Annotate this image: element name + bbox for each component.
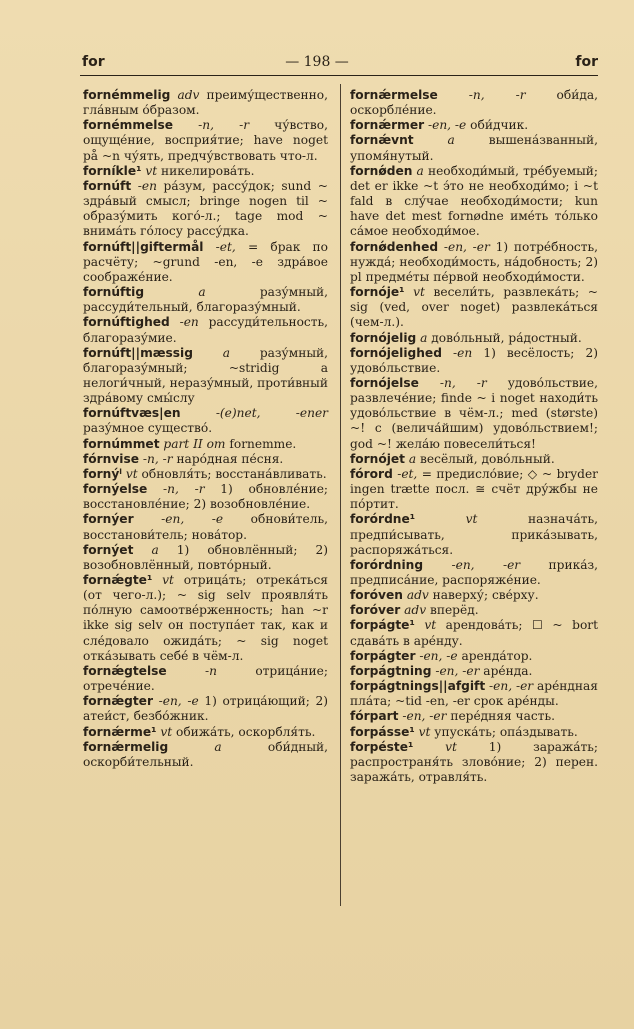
left-column bbox=[83, 88, 328, 770]
entry-definition: наверху́; све́рху. bbox=[432, 588, 539, 603]
entry-headword: fornójet bbox=[350, 451, 406, 466]
entry-headword: fornǽrme¹ bbox=[83, 724, 157, 739]
entry-definition: прика́з, предписа́ние, распоряже́ние. bbox=[350, 557, 598, 587]
entry-definition: преиму́щественно, гла́вным о́бразом. bbox=[83, 88, 329, 118]
dictionary-entry bbox=[83, 452, 328, 467]
dictionary-entry bbox=[83, 694, 328, 724]
dictionary-entry bbox=[350, 118, 598, 133]
entry-grammar: a bbox=[151, 542, 159, 557]
dictionary-entry bbox=[350, 725, 598, 740]
entry-definition: 1) отрица́ющий; 2) атеи́ст, безбо́жник. bbox=[83, 694, 329, 724]
entry-definition: брак по расчёту; ~grund -en, -e здра́вое соображе́ние. bbox=[83, 239, 329, 284]
entry-grammar: -(e)net, -ener bbox=[215, 406, 328, 421]
entry-definition: аре́ндная пла́та; ~tid -en, -er срок аре́нды. bbox=[350, 679, 598, 709]
dictionary-entry bbox=[350, 467, 598, 512]
entry-headword: forpágtning bbox=[350, 663, 432, 678]
entry-headword: fornójelighed bbox=[350, 345, 442, 360]
entry-headword: fornǽrmer bbox=[350, 118, 425, 133]
entry-definition: 1) обновлённый; 2) возобновлённый, повто́рный. bbox=[83, 542, 329, 572]
entry-headword: fornóje¹ bbox=[350, 285, 405, 300]
entry-grammar: -n, -r bbox=[163, 482, 205, 497]
dictionary-entry bbox=[350, 740, 598, 785]
entry-headword: forpéste¹ bbox=[350, 739, 414, 754]
dictionary-entry bbox=[350, 164, 598, 240]
entry-grammar: vt bbox=[125, 466, 138, 481]
entry-definition: отрица́ть; отрека́ться (от чего-л.); ~ sig selv проявля́ть по́лную самоотве́рженность; han ~r ikke sig selv он поступа́ет так, как и сле́довало ожида́ть; ~ sig noget отка́зывать себе́ в чём-л. bbox=[83, 573, 328, 663]
column-divider bbox=[340, 84, 341, 906]
entry-grammar: -en, -er bbox=[435, 663, 480, 678]
dictionary-entry bbox=[350, 331, 598, 346]
dictionary-entry bbox=[83, 482, 328, 512]
dictionary-entry bbox=[350, 285, 598, 330]
entry-definition: 1) весёлость; 2) удово́льствие. bbox=[350, 345, 599, 375]
entry-headword: fornýer bbox=[83, 512, 134, 527]
entry-grammar: a bbox=[420, 330, 428, 345]
entry-headword: forórdning bbox=[350, 557, 424, 572]
entry-headword: fornémmelse bbox=[83, 118, 173, 133]
entry-grammar: adv bbox=[404, 603, 427, 618]
entry-headword: fornǽgtelse bbox=[83, 663, 167, 678]
entry-grammar: -et, = bbox=[215, 239, 259, 254]
entry-headword: fornójelse bbox=[350, 375, 419, 390]
entry-definition: отрица́ние; отрече́ние. bbox=[83, 663, 328, 694]
entry-grammar: -en bbox=[453, 345, 473, 360]
dictionary-entry bbox=[83, 467, 328, 482]
entry-grammar: a bbox=[222, 345, 231, 360]
entry-headword: fornǿden bbox=[350, 163, 413, 178]
entry-definition: упуска́ть; опа́здывать. bbox=[434, 724, 578, 739]
dictionary-entry bbox=[83, 664, 328, 694]
entry-headword: fornúftvæs|en bbox=[83, 406, 181, 421]
dictionary-entry bbox=[350, 603, 598, 618]
entry-definition: весёлый, дово́льный. bbox=[420, 451, 555, 466]
entry-headword: fornúftig bbox=[83, 285, 145, 300]
entry-grammar: a bbox=[198, 285, 206, 300]
entry-headword: fornǽrmelse bbox=[350, 88, 438, 102]
entry-headword: fornójelig bbox=[350, 330, 417, 345]
entry-headword: forníkle¹ bbox=[83, 163, 142, 178]
entry-headword: fornúft||mæssig bbox=[83, 345, 193, 360]
dictionary-entry bbox=[350, 709, 598, 724]
entry-grammar: -n, -r bbox=[439, 375, 487, 390]
entry-headword: fornǽgter bbox=[83, 694, 153, 709]
dictionary-entry bbox=[350, 649, 598, 664]
entry-grammar: vt bbox=[465, 512, 478, 527]
entry-definition: арендова́ть; ☐ ~ bort сдава́ть в аре́нду. bbox=[350, 618, 599, 648]
entry-grammar: vt bbox=[424, 618, 437, 633]
dictionary-entry bbox=[350, 679, 598, 709]
dictionary-entry bbox=[350, 664, 598, 679]
dictionary-entry bbox=[350, 240, 598, 285]
entry-definition: удово́льствие, развлече́ние; finde ~ i noget находи́ть удово́льствие в чём-л.; med (største) ~! с (велича́йшим) удово́льствием!; god ~! жела́ю повесели́ться! bbox=[350, 375, 598, 451]
dictionary-entry bbox=[350, 588, 598, 603]
dictionary-entry bbox=[83, 118, 328, 163]
dictionary-entry bbox=[83, 164, 328, 179]
entry-definition: разу́мный, рассуди́тельный, благоразу́мный. bbox=[83, 285, 329, 315]
entry-definition: оби́да, оскорбле́ние. bbox=[350, 88, 598, 118]
entry-headword: foróven bbox=[350, 588, 403, 603]
entry-definition: оби́дчик. bbox=[470, 118, 529, 133]
entry-grammar: vt bbox=[160, 724, 173, 739]
entry-grammar: vt bbox=[413, 285, 425, 300]
entry-grammar: -en, -er bbox=[451, 557, 521, 572]
entry-grammar: adv bbox=[406, 588, 429, 603]
entry-definition: пере́дняя часть. bbox=[450, 709, 555, 724]
entry-headword: fórord bbox=[350, 466, 393, 481]
entry-headword: fornǽrmelig bbox=[83, 739, 169, 754]
entry-headword: fornúmmet bbox=[83, 436, 160, 451]
dictionary-entry bbox=[83, 315, 328, 345]
dictionary-entry bbox=[83, 88, 328, 118]
entry-definition: рассуди́тельность, благоразу́мие. bbox=[83, 315, 329, 345]
entry-grammar: -en, -e bbox=[158, 694, 199, 709]
entry-headword: fornúft bbox=[83, 178, 132, 193]
entry-headword: forpágtnings||afgift bbox=[350, 679, 486, 694]
entry-grammar: -en, -er bbox=[489, 679, 534, 694]
dictionary-entry bbox=[350, 512, 598, 557]
entry-grammar: a bbox=[416, 163, 424, 178]
entry-grammar: a bbox=[447, 133, 455, 148]
entry-definition: необходи́мый, тре́буемый; det er ikke ~t э́то не необходи́мо; i ~t fald в слу́чае необходи́мости; kun have det mest fornødne име́ть то́лько са́мое необходи́мое. bbox=[350, 163, 599, 239]
dictionary-entry bbox=[83, 240, 328, 285]
entry-headword: forórdne¹ bbox=[350, 512, 416, 527]
dictionary-entry bbox=[83, 543, 328, 573]
entry-definition: оби́дный, оскорби́тельный. bbox=[83, 739, 329, 769]
entry-headword: forpágter bbox=[350, 648, 416, 663]
entry-grammar: -n, -r bbox=[142, 451, 173, 466]
dictionary-entry bbox=[350, 376, 598, 452]
entry-definition: аренда́тор. bbox=[461, 648, 533, 663]
entry-definition: весели́ть, развлека́ть; ~ sig (ved, over noget) развлека́ться (чем-л.). bbox=[350, 285, 599, 330]
entry-grammar: -en bbox=[179, 315, 199, 330]
entry-definition: назнача́ть, предпи́сывать, прика́зывать, распоряжа́ться. bbox=[350, 512, 599, 557]
entry-definition: обнови́тель, восстанови́тель; нова́тор. bbox=[83, 512, 328, 542]
dictionary-entry bbox=[350, 558, 598, 588]
entry-definition: вперёд. bbox=[429, 603, 479, 618]
entry-headword: fornýet bbox=[83, 542, 134, 557]
dictionary-entry bbox=[83, 437, 328, 452]
entry-grammar: -en, -er bbox=[443, 239, 490, 254]
entry-headword: fórnvise bbox=[83, 451, 140, 466]
entry-definition: дово́льный, ра́достный. bbox=[431, 330, 582, 345]
entry-definition: вышена́званный, упомя́нутый. bbox=[350, 133, 598, 163]
entry-definition: ра́зум, рассу́док; sund ~ здра́вый смысл; bringe nogen til ~ образу́мить кого́-л.; tage mod ~ внима́ть го́лосу рассу́дка. bbox=[83, 178, 328, 239]
entry-grammar: -n, -r bbox=[468, 88, 526, 102]
dictionary-entry bbox=[83, 740, 328, 770]
entry-definition: обновля́ть; восстана́вливать. bbox=[141, 466, 327, 481]
entry-definition: аре́нда. bbox=[483, 663, 533, 678]
dictionary-entry bbox=[350, 452, 598, 467]
entry-headword: fornǽvnt bbox=[350, 133, 414, 148]
entry-headword: forpágte¹ bbox=[350, 618, 415, 633]
header-left-guide-word: for bbox=[82, 54, 105, 70]
header-rule bbox=[80, 75, 598, 76]
entry-headword: fornémmelig bbox=[83, 88, 171, 102]
entry-headword: fornýelse bbox=[83, 482, 148, 497]
entry-grammar: vt bbox=[445, 739, 457, 754]
page-number: — 198 — bbox=[285, 54, 349, 70]
entry-headword: fornúft||giftermål bbox=[83, 239, 204, 254]
entry-definition: fornemme. bbox=[229, 436, 297, 451]
entry-grammar: -en, -e bbox=[419, 648, 458, 663]
entry-grammar: adv bbox=[177, 88, 200, 102]
entry-grammar: vt bbox=[162, 573, 174, 587]
dictionary-entry bbox=[83, 406, 328, 436]
entry-definition: предисло́вие; ◇ ~ bryder ingen trætte посл. ≅ счёт дру́жбы не по́ртит. bbox=[350, 466, 598, 512]
entry-grammar: -en, -e bbox=[161, 512, 224, 527]
entry-grammar: a bbox=[408, 451, 417, 466]
entry-definition: 1) обновле́ние; восстановле́ние; 2) возобновле́ние. bbox=[83, 482, 329, 512]
entry-grammar: -n, -r bbox=[198, 118, 250, 133]
dictionary-entry bbox=[350, 88, 598, 118]
entry-headword: forpásse¹ bbox=[350, 724, 415, 739]
entry-definition: разу́мный, благоразу́мный; ~stridig a нелоги́чный, неразу́мный, проти́вный здра́вому смы́слу bbox=[83, 345, 329, 406]
dictionary-entry bbox=[350, 346, 598, 376]
entry-grammar: -en, -e bbox=[428, 118, 467, 133]
entry-grammar: -n bbox=[205, 663, 217, 678]
entry-definition: разу́мное существо́. bbox=[83, 421, 213, 436]
entry-headword: foróver bbox=[350, 603, 401, 618]
entry-grammar: vt bbox=[418, 724, 431, 739]
entry-grammar: part II om bbox=[163, 436, 226, 451]
entry-headword: fornǽgte¹ bbox=[83, 573, 153, 587]
entry-grammar: -en bbox=[137, 178, 157, 193]
entry-definition: обижа́ть, оскорбля́ть. bbox=[176, 724, 316, 739]
dictionary-entry bbox=[83, 512, 328, 542]
entry-headword: fórpart bbox=[350, 709, 399, 724]
entry-headword: fornǿdenhed bbox=[350, 239, 439, 254]
entry-definition: 1) потре́бность, нужда́; необходи́мость, на́добность; 2) pl предме́ты пе́рвой необходи́мости. bbox=[350, 239, 598, 284]
dictionary-entry bbox=[350, 133, 598, 163]
dictionary-entry bbox=[83, 573, 328, 664]
right-column bbox=[350, 88, 598, 785]
entry-definition: чу́вство, ощуще́ние, восприя́тие; have noget på ~n чу́ять, предчу́вствовать что-л. bbox=[83, 118, 328, 163]
dictionary-entry bbox=[83, 346, 328, 407]
entry-grammar: a bbox=[214, 739, 222, 754]
entry-definition: 1) заража́ть; распространя́ть злово́ние; 2) перен. заража́ть, отравля́ть. bbox=[350, 739, 599, 785]
entry-definition: наро́дная пе́сня. bbox=[176, 451, 284, 466]
dictionary-entry bbox=[83, 179, 328, 240]
entry-definition: никелирова́ть. bbox=[160, 163, 255, 178]
entry-grammar: -en, -er bbox=[402, 709, 447, 724]
entry-grammar: -et, = bbox=[397, 466, 432, 481]
dictionary-entry bbox=[83, 725, 328, 740]
entry-grammar: vt bbox=[145, 163, 158, 178]
dictionary-entry bbox=[83, 285, 328, 315]
header-right-guide-word: for bbox=[575, 54, 598, 70]
dictionary-entry bbox=[350, 618, 598, 648]
entry-headword: fornúftighed bbox=[83, 315, 170, 330]
entry-headword: fornýˡ bbox=[83, 466, 122, 481]
